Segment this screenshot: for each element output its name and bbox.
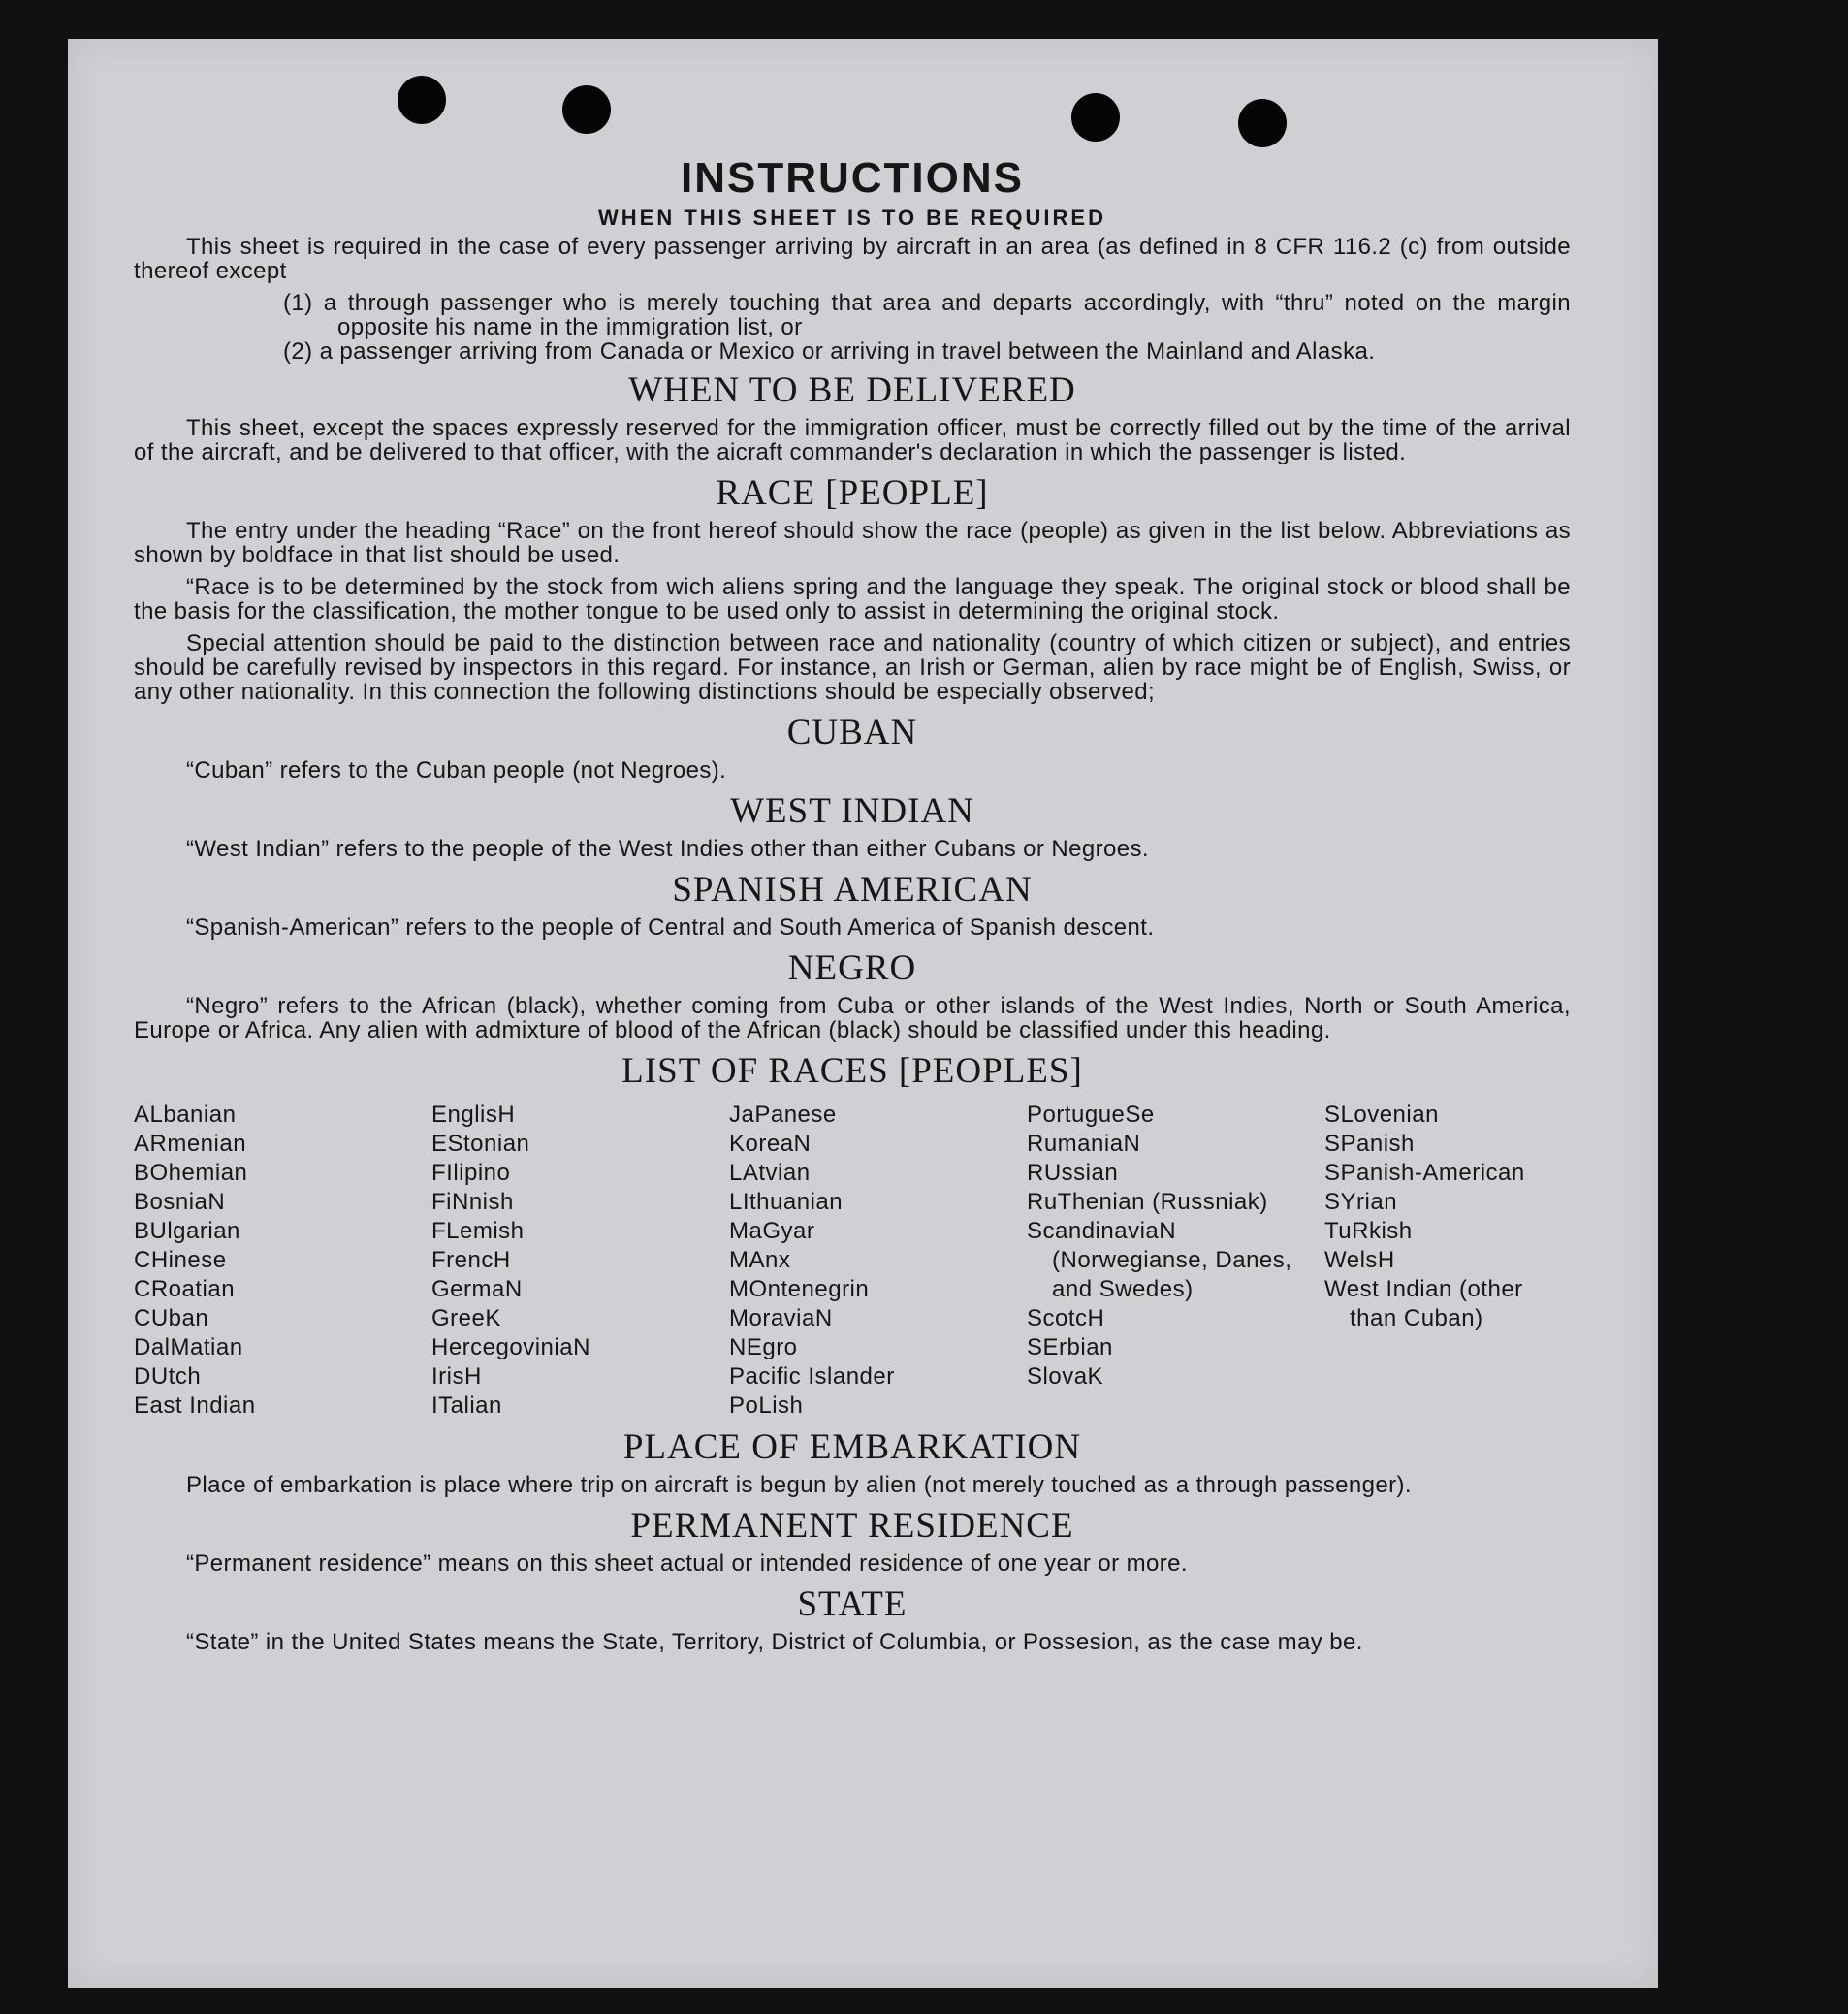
page-subtitle: WHEN THIS SHEET IS TO BE REQUIRED bbox=[598, 206, 1106, 230]
race-item: TuRkish bbox=[1324, 1218, 1413, 1244]
races-column bbox=[729, 1101, 1027, 1421]
exception-item: (2) a passenger arriving from Canada or Mexico or arriving in travel between the Mainland and Alaska. bbox=[283, 338, 1376, 365]
race-item: FrencH bbox=[431, 1247, 511, 1273]
race-item: SLovenian bbox=[1324, 1102, 1439, 1128]
race-item: Pacific Islander bbox=[729, 1363, 895, 1390]
race-item: IrisH bbox=[431, 1363, 482, 1390]
section-heading-embarkation: PLACE OF EMBARKATION bbox=[622, 1427, 1082, 1467]
race-item: DalMatian bbox=[134, 1334, 243, 1360]
race-item: FLemish bbox=[431, 1218, 525, 1244]
punch-hole bbox=[1071, 93, 1120, 142]
spanish-american-paragraph: “Spanish-American” refers to the people of Central and South America of Spanish descent. bbox=[186, 914, 1155, 941]
race-item: HercegoviniaN bbox=[431, 1334, 590, 1360]
race-item: SYrian bbox=[1324, 1189, 1398, 1215]
races-column bbox=[1027, 1101, 1324, 1421]
race-item: GreeK bbox=[431, 1305, 501, 1331]
cuban-paragraph: “Cuban” refers to the Cuban people (not Negroes). bbox=[186, 757, 727, 783]
race-item: East Indian bbox=[134, 1392, 256, 1419]
instructions-content bbox=[134, 153, 1571, 1662]
race-item: RUssian bbox=[1027, 1160, 1119, 1186]
races-column bbox=[134, 1101, 431, 1421]
section-heading-list-of-races: LIST OF RACES [PEOPLES] bbox=[621, 1051, 1083, 1091]
race-item: WelsH bbox=[1324, 1247, 1395, 1273]
west-indian-paragraph: “West Indian” refers to the people of the West Indies other than either Cubans or Negroes. bbox=[186, 836, 1149, 862]
race-item: SlovaK bbox=[1027, 1363, 1104, 1390]
residence-paragraph: “Permanent residence” means on this sheet actual or intended residence of one year or more. bbox=[186, 1550, 1188, 1577]
section-heading-delivered: WHEN TO BE DELIVERED bbox=[628, 370, 1076, 410]
embarkation-paragraph: Place of embarkation is place where trip on aircraft is begun by alien (not merely touched as a through passenger). bbox=[186, 1472, 1412, 1498]
race-item: West Indian (other than Cuban) bbox=[1324, 1276, 1523, 1331]
race-item: MaGyar bbox=[729, 1218, 815, 1244]
punch-hole bbox=[1238, 99, 1287, 147]
race-item: EnglisH bbox=[431, 1102, 516, 1128]
section-heading-race: RACE [PEOPLE] bbox=[716, 473, 989, 513]
race-paragraph: The entry under the heading “Race” on the front hereof should show the race (people) as given in the list below. Abbreviations as shown by boldface in that list should be used. bbox=[134, 518, 1571, 568]
exception-item: (1) a through passenger who is merely touching that area and departs accordingly, with “thru” noted on the margin opposite his name in the immigration list, or bbox=[283, 290, 1571, 340]
races-list bbox=[134, 1101, 1571, 1421]
race-item: EStonian bbox=[431, 1131, 530, 1157]
race-item: CUban bbox=[134, 1305, 209, 1331]
delivered-paragraph: This sheet, except the spaces expressly reserved for the immigration officer, must be correctly filled out by the time of the arrival of the aircraft, and be delivered to that officer, with the aicraft commander's declaration in which the passenger is listed. bbox=[134, 415, 1571, 465]
race-item: LIthuanian bbox=[729, 1189, 844, 1215]
race-item: DUtch bbox=[134, 1363, 202, 1390]
race-item: CHinese bbox=[134, 1247, 227, 1273]
race-item: ARmenian bbox=[134, 1131, 247, 1157]
race-item: ALbanian bbox=[134, 1102, 237, 1128]
required-intro: This sheet is required in the case of every passenger arriving by aircraft in an area (as defined in 8 CFR 116.2 (c) from outside thereof except bbox=[134, 234, 1571, 284]
race-paragraph: “Race is to be determined by the stock from wich aliens spring and the language they speak. The original stock or blood shall be the basis for the classification, the mother tongue to be used only to assist in determining the original stock. bbox=[134, 574, 1571, 624]
race-item: ScotcH bbox=[1027, 1305, 1105, 1331]
punch-hole bbox=[562, 85, 611, 134]
race-item: SErbian bbox=[1027, 1334, 1113, 1360]
races-column bbox=[431, 1101, 729, 1421]
race-item: LAtvian bbox=[729, 1160, 811, 1186]
race-item: CRoatian bbox=[134, 1276, 236, 1302]
race-item: MAnx bbox=[729, 1247, 791, 1273]
section-heading-residence: PERMANENT RESIDENCE bbox=[630, 1506, 1074, 1546]
race-item: SPanish bbox=[1324, 1131, 1415, 1157]
race-item: SPanish-American bbox=[1324, 1160, 1525, 1186]
race-paragraph: Special attention should be paid to the distinction between race and nationality (country of which citizen or subject), and entries should be carefully revised by inspectors in this regard. For instance, an Irish or German, alien by race might be of English, Swiss, or any other nationality. In this connection the following distinctions should be especially observed; bbox=[134, 630, 1571, 705]
page-title: INSTRUCTIONS bbox=[681, 154, 1024, 202]
race-item: PoLish bbox=[729, 1392, 804, 1419]
race-item: PortugueSe bbox=[1027, 1102, 1155, 1128]
race-item: KoreaN bbox=[729, 1131, 812, 1157]
race-item: MOntenegrin bbox=[729, 1276, 870, 1302]
section-heading-west-indian: WEST INDIAN bbox=[730, 791, 974, 831]
race-item: GermaN bbox=[431, 1276, 523, 1302]
race-item: JaPanese bbox=[729, 1102, 837, 1128]
race-item: ITalian bbox=[431, 1392, 502, 1419]
race-item: BOhemian bbox=[134, 1160, 248, 1186]
section-heading-cuban: CUBAN bbox=[786, 713, 918, 752]
section-heading-spanish-american: SPANISH AMERICAN bbox=[672, 870, 1033, 910]
race-item: FiNnish bbox=[431, 1189, 514, 1215]
race-item: BosniaN bbox=[134, 1189, 226, 1215]
race-item: MoraviaN bbox=[729, 1305, 833, 1331]
race-item: FIlipino bbox=[431, 1160, 511, 1186]
state-paragraph: “State” in the United States means the State, Territory, District of Columbia, or Possesion, as the case may be. bbox=[186, 1629, 1363, 1655]
section-heading-negro: NEGRO bbox=[787, 948, 917, 988]
punch-hole bbox=[398, 76, 446, 124]
exception-list bbox=[134, 291, 1571, 364]
section-heading-state: STATE bbox=[797, 1584, 908, 1624]
race-item: BUlgarian bbox=[134, 1218, 240, 1244]
race-item: RumaniaN bbox=[1027, 1131, 1141, 1157]
document-page bbox=[68, 39, 1658, 1988]
race-item: ScandinaviaN (Norwegianse, Danes, and Swedes) bbox=[1027, 1218, 1292, 1302]
race-item: RuThenian (Russniak) bbox=[1027, 1189, 1268, 1215]
race-item: NEgro bbox=[729, 1334, 798, 1360]
races-column bbox=[1324, 1101, 1571, 1421]
negro-paragraph: “Negro” refers to the African (black), whether coming from Cuba or other islands of the West Indies, North or South America, Europe or Africa. Any alien with admixture of blood of the African (black) should be classified under this heading. bbox=[134, 993, 1571, 1043]
